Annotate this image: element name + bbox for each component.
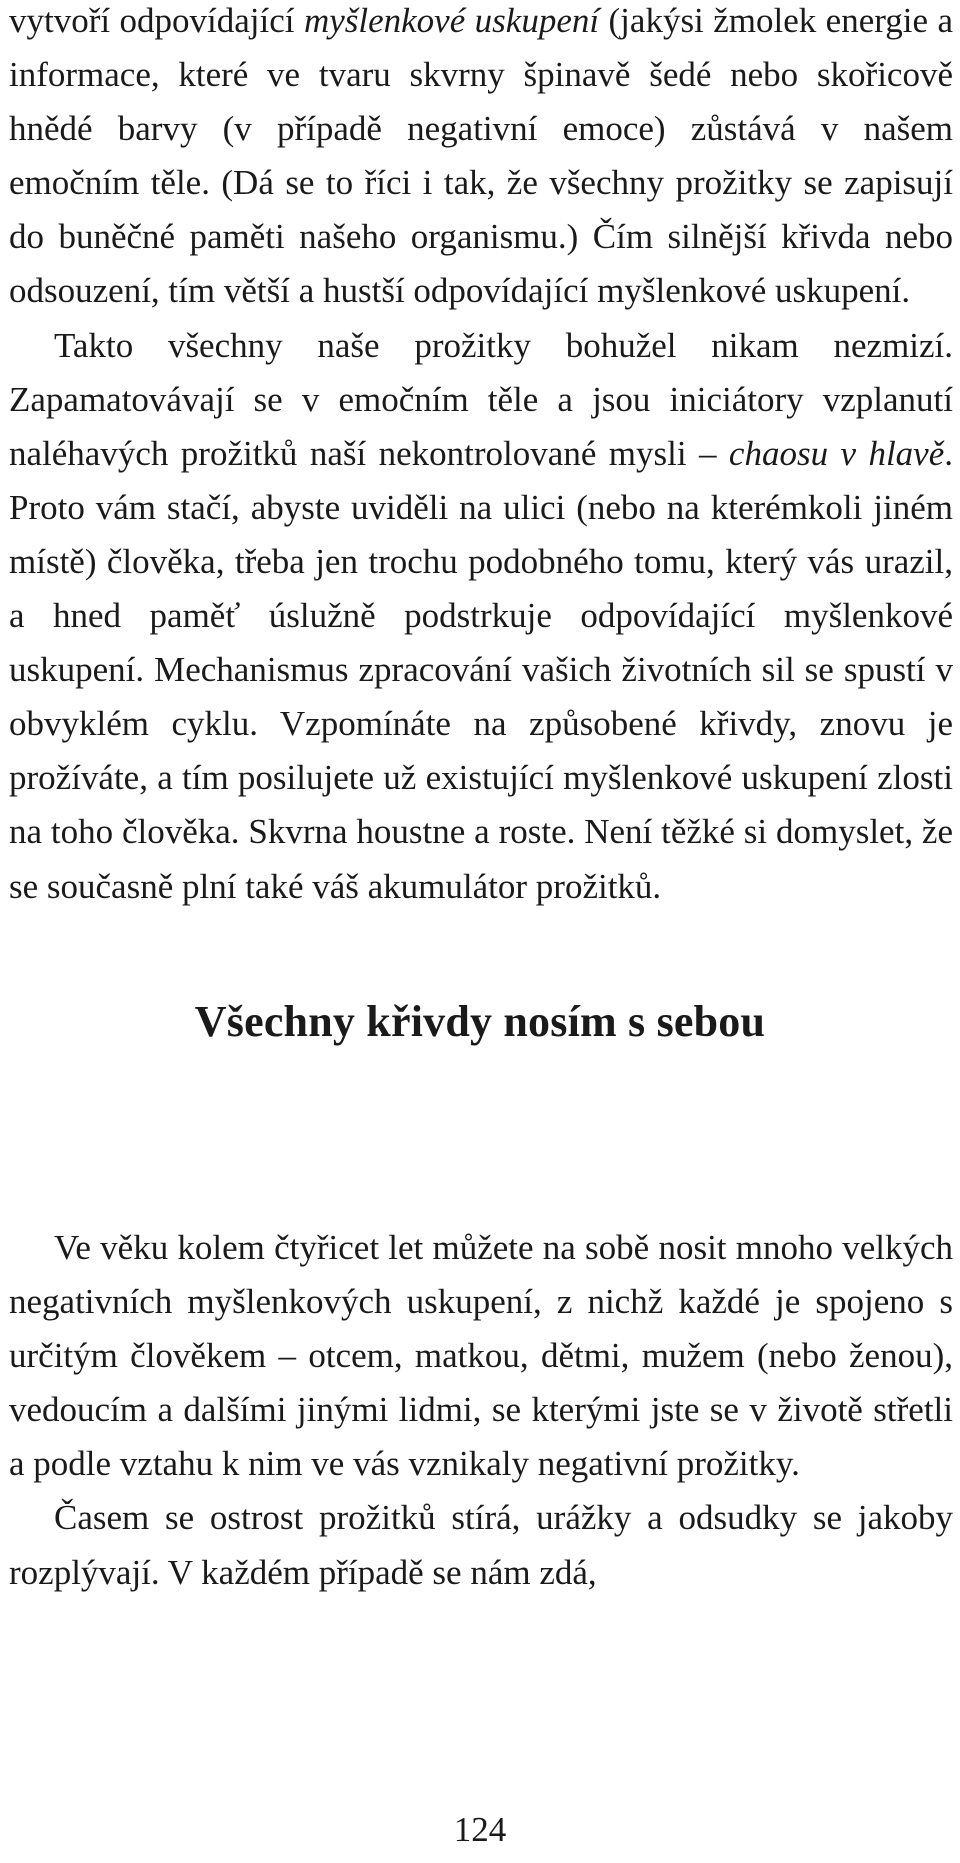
section-heading: Všechny křivdy nosím s sebou — [194, 997, 766, 1046]
paragraph — [9, 319, 953, 914]
text-run: vytvoří odpovídající — [9, 1, 304, 40]
paragraph — [9, 1221, 953, 1491]
body-text-bottom — [9, 1221, 953, 1600]
text-run: Časem se ostrost prožitků stírá, urážky a odsudky se jakoby rozplývají. V každém případě se nám zdá, — [9, 1498, 953, 1592]
paragraph — [9, 0, 953, 319]
page-number: 124 — [453, 1810, 507, 1849]
text-run: Takto všechny naše prožitky bohužel nikam nezmizí. Zapamatovávají se v emočním těle a jsou iniciátory vzplanutí naléhavých prožitků naší nekontrolované mysli – — [9, 325, 953, 473]
text-run: Ve věku kolem čtyřicet let můžete na sobě nosit mnoho velkých negativních myšlenkových uskupení, z nichž každé je spojeno s určitým člověkem – otcem, matkou, dětmi, mužem (nebo ženou), vedoucím a dalšími jinými lidmi, se kterými jste se v životě střetli a podle vztahu k nim ve vás vznikaly negativní prožitky. — [9, 1228, 953, 1484]
text-run: (jakýsi žmolek energie a informace, které ve tvaru skvrny špinavě šedé nebo skořicově hnědé barvy (v případě negativní emoce) zůstává v našem emočním těle. (Dá se to říci i tak, že všechny prožitky se zapisují do buněčné paměti našeho organismu.) Čím silnější křivda nebo odsouzení, tím větší a hustší odpovídající myšlenkové uskupení. — [9, 1, 953, 311]
paragraph — [9, 1491, 953, 1599]
body-text-top — [9, 0, 953, 914]
italic-phrase: myšlenkové uskupení — [303, 1, 600, 40]
italic-phrase: chaosu v hlavě — [728, 433, 945, 473]
text-run: . Proto vám stačí, abyste uviděli na ulici (nebo na kterémkoli jiném místě) člověka, třeba jen trochu podobného tomu, který vás urazil, a hned paměť úslužně podstrkuje odpovídající myšlenkové uskupení. Mechanismus zpracování vašich životních sil se spustí v obvyklém cyklu. Vzpomínáte na způsobené křivdy, znovu je prožíváte, a tím posilujete už existující myšlenkové uskupení zlosti na toho člověka. Skvrna houstne a roste. Není těžké si domyslet, že se současně plní také váš akumulátor prožitků. — [9, 433, 953, 906]
